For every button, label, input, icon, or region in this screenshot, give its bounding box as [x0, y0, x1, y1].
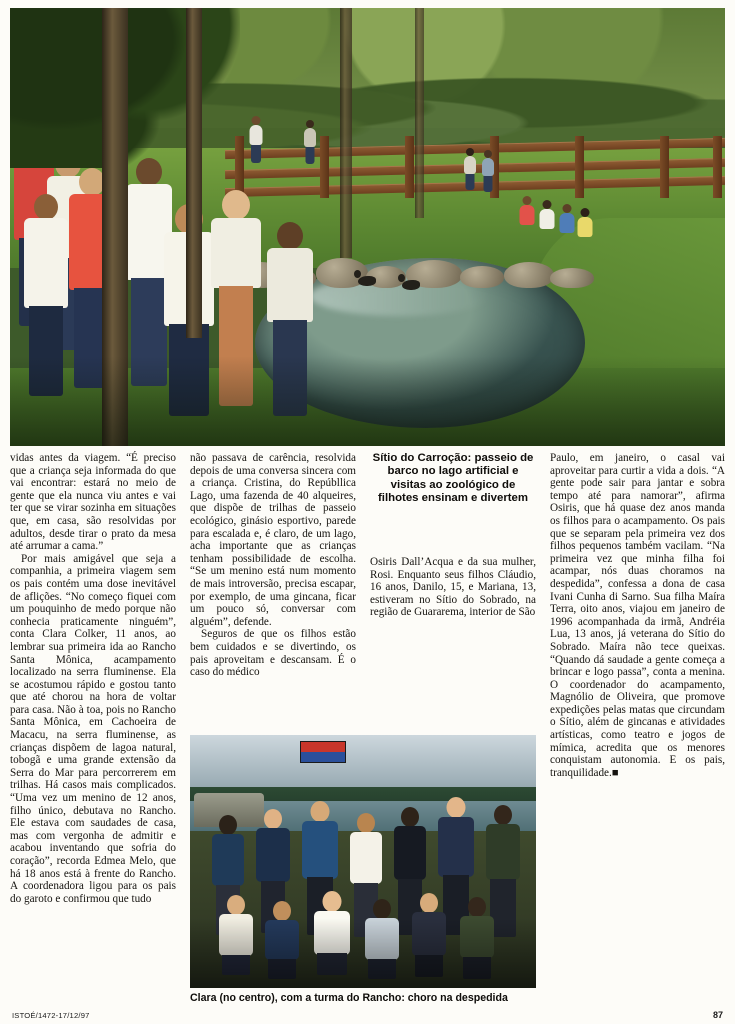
bottom-photo-shadow: [190, 918, 536, 988]
paragraph: Seguros de que os filhos estão bem cuidados e se divertindo, os pais aproveitam e descansam. É o caso do médico: [190, 628, 356, 679]
person-seated: [518, 196, 536, 236]
duck-icon: [402, 280, 420, 290]
caption-text: Clara (no centro), com a turma do Rancho: choro na despedida: [190, 992, 508, 1004]
person-background: [248, 116, 264, 164]
paragraph: Por mais amigável que seja a companhia, a primeira viagem sem os pais contém uma dose inevitável de aflições. “No começo fiquei com um pouquinho de medo porque não conhecia praticamente ninguém”, conta Clara Colker, 11 anos, ao lembrar sua primeira ida ao Rancho Santa Mônica, acampamento localizado na serra fluminense. Ela se acostumou rápido e gostou tanto que até chorou na hora de voltar para casa. Não à toa, pois no Rancho Santa Mônica, em Cachoeira de Macacu, na serra fluminense, as crianças dispõem de lagoa natural, tobogã e uma grande extensão da Serra do Mar para percorrerem em trilhas. Há casos mais complicados. “Uma vez um menino de 12 anos, filho único, debutava no Rancho. Ele estava com saudades de casa, mas com vergonha de admitir e acabou inventando que sofria do coração”, recorda Edmea Melo, que há 18 anos está à frente do Rancho. A coordenadora ligou para os pais do garoto e confirmou que tudo: [10, 552, 176, 905]
person-seated: [538, 200, 556, 240]
person-seated: [576, 208, 594, 248]
paragraph: não passava de carência, resolvida depois de uma conversa sincera com a criança. Cristina, do Repúbllica Lago, uma fazenda de 40 alqueires, que dispõe de trilhas de passeio ecológico, ginásio esportivo, parede para escalada e, é claro, de um lago, acha importante que as crianças tenham possibilidade de escolha. “Se um menino está num momento de mais introversão, precisa escapar, por exemplo, de uma gincana, ficar um pouco só, conversar com alguém”, defende.: [190, 452, 356, 628]
person-background: [462, 148, 478, 192]
page-number: 87: [712, 1010, 723, 1020]
person-seated: [558, 204, 576, 244]
photo-foreground-shadow: [10, 356, 725, 446]
text-column-3: [370, 556, 536, 619]
duck-icon: [358, 276, 376, 286]
paragraph: Paulo, em janeiro, o casal vai aproveitar para curtir a vida a dois. “A gente pode sair para jantar e sobra tempo até para namorar”, afirma Osiris, que há quase dez anos manda os filhos para o acampamento. Os pais que se separam pela primeira vez dos filhos pequenos também vacilam. “Na primeira vez que minha filha foi acampar, nós duas choramos na despedida”, confessa a dona de casa Ivani Cunha di Sarno. Sua filha Maíra Terra, oito anos, viajou em janeiro de 1996 acompanhada da irmã, Andréia Lua, 13 anos, já veterana do Sítio do Sobrado. Maíra não tece queixas. “Quando dá saudade a gente começa a brincar e logo passa”, conta a menina. O coordenador do acampamento, Magnólio de Oliveira, que promove expedições pelas matas que circundam o Sítio, além de gincanas e atividades artísticas, como teatro e jogos de mímica, acredita que os menores conquistam autonomia. E os pais, tranquilidade.■: [550, 452, 725, 779]
person-background: [302, 120, 318, 166]
tree-trunk: [186, 8, 202, 338]
paragraph: Osiris Dall’Acqua e da sua mulher, Rosi. Enquanto seus filhos Cláudio, 16 anos, Danilo, 15, e Mariana, 13, estiveram no Sítio do Sobrado, na região de Guararema, interior de São: [370, 556, 536, 619]
photo-pullquote-caption: Sítio do Carroção: passeio de barco no lago artificial e visitas ao zoológico de filhotes ensinam e divertem: [372, 452, 534, 505]
paragraph: vidas antes da viagem. “É preciso que a criança seja informada do que vai encontrar: estará no meio de gente que ela nunca viu antes e vai ter que se virar sozinha em situações que, em casa, são resolvidas por adultos, desde tirar o prato da mesa até arrumar a cama.”: [10, 452, 176, 553]
tree-trunk: [415, 8, 424, 218]
flag-icon: [300, 741, 346, 763]
end-of-article-mark: ■: [611, 766, 619, 779]
tree-trunk: [340, 8, 352, 258]
article-body: [10, 452, 725, 1006]
text-column-4: [550, 452, 725, 779]
photo-caption: [190, 992, 550, 1004]
person-background: [480, 150, 496, 194]
top-photo: [10, 8, 725, 446]
bottom-photo: [190, 735, 536, 988]
issue-credit: ISTOÉ/1472-17/12/97: [12, 1011, 90, 1020]
text-column-1: [10, 452, 176, 905]
text-column-2: [190, 452, 356, 679]
